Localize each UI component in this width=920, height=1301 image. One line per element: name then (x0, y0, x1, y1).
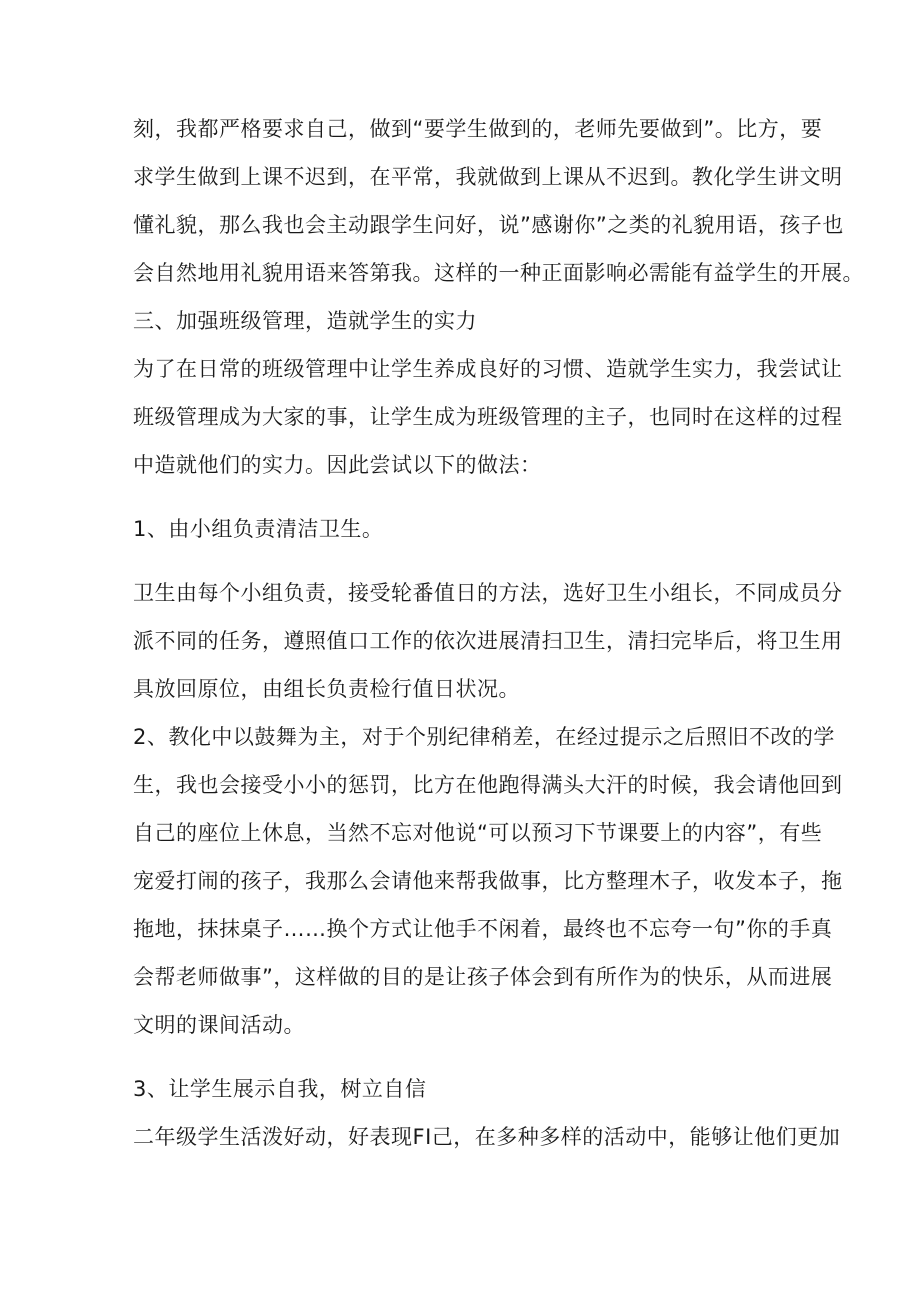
paragraph-line: 懂礼貌，那么我也会主动跟学生问好，说”感谢你”之类的礼貌用语，孩子也 (133, 213, 844, 237)
list-item-heading: 1、由小组负责清洁卫生。 (133, 517, 384, 541)
paragraph-line: 文明的课间活动。 (133, 1013, 305, 1037)
paragraph-line: 卫生由每个小组负责，接受轮番值日的方法，选好卫生小组长，不同成员分 (133, 581, 843, 605)
paragraph-line: 会自然地用礼貌用语来答第我。这样的一种正面影响必需能有益学生的开展。 (133, 261, 864, 285)
paragraph-line: 刻，我都严格要求自己，做到“要学生做到的，老师先要做到”。比方，要 (133, 117, 823, 141)
paragraph-line: 二年级学生活泼好动，好表现FI己，在多种多样的活动中，能够让他们更加 (133, 1125, 841, 1149)
paragraph-line: 班级管理成为大家的事，让学生成为班级管理的主子，也同时在这样的过程 (133, 405, 843, 429)
paragraph-line: 求学生做到上课不迟到，在平常，我就做到上课从不迟到。教化学生讲文明 (133, 165, 843, 189)
section-heading: 三、加强班级管理，造就学生的实力 (133, 309, 477, 333)
paragraph-line: 派不同的任务，遵照值口工作的依次进展清扫卫生，清扫完毕后，将卫生用 (133, 629, 843, 653)
paragraph-line: 中造就他们的实力。因此尝试以下的做法： (133, 453, 542, 477)
paragraph-line: 具放回原位，由组长负责检行值日状况。 (133, 677, 520, 701)
paragraph-line: 拖地，抹抹桌子……换个方式让他手不闲着，最终也不忘夸一句”你的手真 (133, 917, 833, 941)
paragraph-line: 为了在日常的班级管理中让学生养成良好的习惯、造就学生实力，我尝试让 (133, 357, 843, 381)
paragraph-line: 宠爱打闹的孩子，我那么会请他来帮我做事，比方整理木子，收发本子，拖 (133, 869, 843, 893)
paragraph-line: 自己的座位上休息，当然不忘对他说“可以预习下节课要上的内容”，有些 (133, 821, 823, 845)
paragraph-line: 会帮老师做事”，这样做的目的是让孩子体会到有所作为的快乐，从而进展 (133, 965, 833, 989)
list-item-heading: 2、教化中以鼓舞为主，对于个别纪律稍差，在经过提示之后照旧不改的学 (133, 725, 835, 749)
paragraph-line: 生，我也会接受小小的惩罚，比方在他跑得满头大汗的时候，我会请他回到 (133, 773, 843, 797)
list-item-heading: 3、让学生展示自我，树立自信 (133, 1077, 427, 1101)
